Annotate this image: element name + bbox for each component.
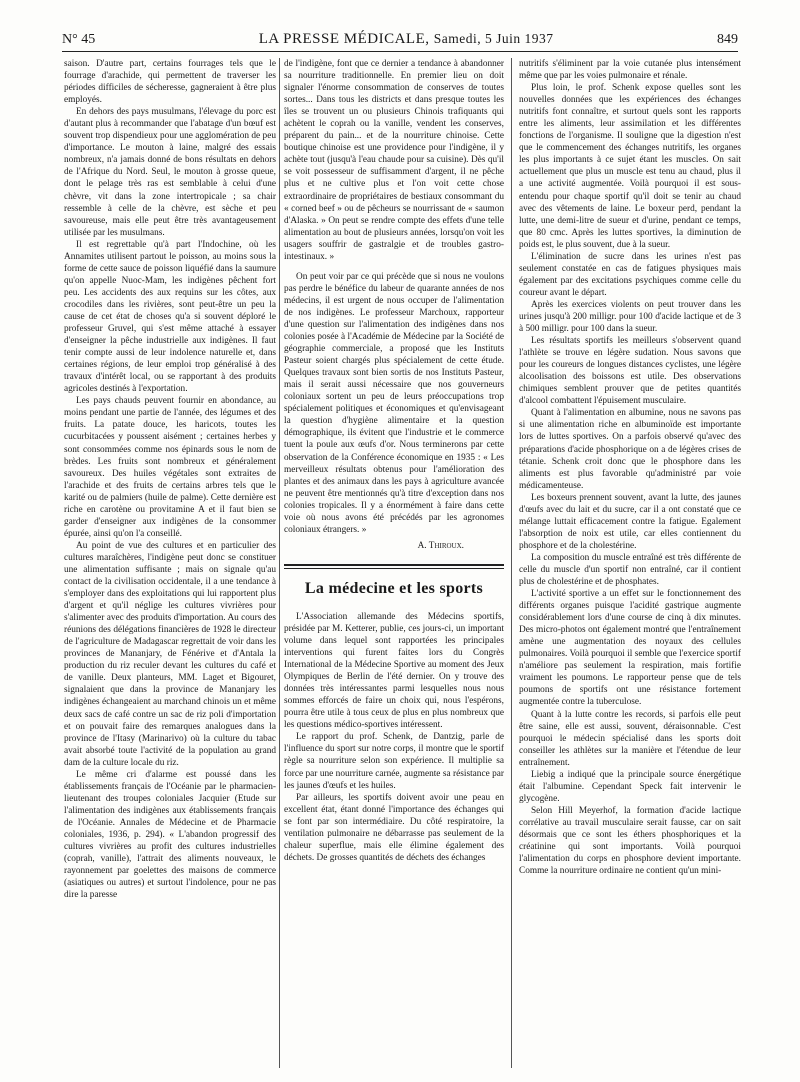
column-divider <box>279 58 280 1068</box>
paragraph: Quant à l'alimentation en albumine, nous ne savons pas si une alimentation riche en albuminoïde est importante lors de luttes sportives. On a parfois observé qu'avec des préparations d'acide phosphorique on a de légères crises de tétanie. Schenk croit donc que le phosphore dans les aliments est plus favorable qu'administré par voie médicamenteuse. <box>519 408 741 491</box>
paragraph: Quant à la lutte contre les records, si parfois elle peut être saine, elle est aussi, souvent, déraisonnable. C'est pourquoi le médecin spécialisé dans les sports doit conseiller les athlètes sur la manière et l'étendue de leur entraînement. <box>519 709 741 768</box>
paragraph: Le même cri d'alarme est poussé dans les établissements français de l'Océanie par le pharmacien-lieutenant des troupes coloniales Jacquier (Etude sur l'alimentation des indigènes aux établissements français de l'Océanie. Annales de Médecine et de Pharmacie coloniales, 1936, p. 294). « L'abandon progressif des cultures vivrières au profit des cultures industrielles (coprah, vanille), l'attrait des aliments nouveaux, le rayonnement par goelettes des maisons de commerce (asiatiques ou autres) et surtout l'indolence, pour ne pas dire la paresse <box>64 769 276 901</box>
paragraph: L'élimination de sucre dans les urines n'est pas seulement constatée en cas de fatigues physiques mais également par des excitations psychiques comme celle du coureur avant le départ. <box>519 251 741 298</box>
column-divider <box>511 58 512 1068</box>
paragraph: de l'indigène, font que ce dernier a tendance à abandonner sa nourriture traditionnelle. En premier lieu on doit signaler l'énorme consommation de conserves de toutes sortes... Dans tous les districts et dans presque toutes les îles se trouvent un ou plusieurs Chinois trafiquants qui achètent le coprah ou la vanille, vendent les conserves, préparent du pain... et de la nourriture chinoise. Cette boutique chinoise est une providence pour l'indigène, il y achète tout (jusqu'à l'eau chaude pour sa cuisine). Dès qu'il se voit possesseur de suffisamment d'argent, il ne pêche plus et ne cultive plus et l'on voit cette chose extraordinaire de propriétaires de bestiaux consommant du « corned beef » ou de pêcheurs se nourrissant de « saumon d'Alaska. » On peut se rendre compte des effets d'une telle alimentation au bout de plusieurs années, lorsqu'on voit les usagers souffrir de gastralgie et de troubles gastro-intestinaux. » <box>284 59 504 262</box>
column-1 <box>64 58 276 1070</box>
paragraph: Les résultats sportifs les meilleurs s'observent quand l'athlète se trouve en légère sudation. Nous savons que pour les coureurs de longues distances cyclistes, une légère alcoolisation des boissons est utile. Des observations chimiques semblent prouver que de petites quantités d'alcool combattent l'épuisement musculaire. <box>519 336 741 407</box>
paragraph: Par ailleurs, les sportifs doivent avoir une peau en excellent état, étant donné l'importance des échanges qui se font par son intermédiaire. Du côté respiratoire, la ventilation pulmonaire ne débarrasse pas seulement de la chaleur superflue, mais elle élimine également des déchets. De grosses quantités de déchets des échanges <box>284 792 504 863</box>
column-3 <box>519 58 741 1070</box>
paragraph: L'Association allemande des Médecins sportifs, présidée par M. Ketterer, publie, ces jours-ci, un important volume dans lequel sont rapportées les principales interventions qui furent faites lors du Congrès International de la Médecine Sportive au moment des Jeux Olympiques de Berlin de l'été dernier. On y trouve des données très intéressantes parmi lesquelles nous nous sommes efforcés de faire un choix qui, nous l'espérons, pourra être utile à tous ceux de plus en plus nombreux que les questions médico-sportives intéressent. <box>284 611 504 731</box>
paragraph: Au point de vue des cultures et en particulier des cultures maraîchères, l'indigène peut donc se constituer une alimentation suffisante ; mais on signale qu'au contact de la civilisation occidentale, il a une tendance à s'employer dans des exploitations qui lui rapportent plus d'argent et qu'il néglige les cultures vivrières pour s'alimenter avec des produits d'importation. Au cours des réunions des délégations financières de 1928 le directeur de l'agriculture de Madagascar regrettait de voir dans les provinces de Mananjary, de Fénérive et d'Antala la production du riz reculer devant les cultures du café et de vanille. Deux planteurs, MM. Laget et Bigouret, signalaient que dans la province de Mananjary les indigènes échangeaient au marchand chinois un et même deux sacs de café contre un sac de riz poli d'importation et on pouvait faire des remarques analogues dans la province de l'Itasy (Marinarivo) où la culture du tabac avait absorbé toute l'activité de la population au grand dam de la culture locale du riz. <box>64 540 276 768</box>
paragraph: En dehors des pays musulmans, l'élevage du porc est d'autant plus à recommander que l'abatage d'un bœuf est souvent trop dispendieux pour une agglomération de peu d'importance. Le mouton à laine, malgré des essais nombreux, n'a jamais donné de bons résultats en dehors de l'Afrique du Nord. Seul, le mouton à grosse queue, dont le pelage très ras est semblable à celui d'une chèvre, vit dans la zone intertropicale ; sa chair ressemble à celle de la chèvre, est sèche et peu savoureuse, mais elle peut être très avantageusement utilisée par les musulmans. <box>64 107 276 238</box>
paragraph: La composition du muscle entraîné est très différente de celle du muscle d'un sportif non entraîné, car il contient plus de cholestérine et de phosphates. <box>519 552 741 588</box>
journal-title <box>259 31 554 48</box>
issue-date: Samedi, 5 Juin 1937 <box>433 31 554 46</box>
paragraph: Après les exercices violents on peut trouver dans les urines jusqu'à 200 milligr. pour 100 d'acide lactique et de 3 à 500 milligr. pour 100 dans la sueur. <box>519 299 741 335</box>
author-signature: A. Thiroux. <box>417 540 464 551</box>
paragraph: Le rapport du prof. Schenk, de Dantzig, parle de l'influence du sport sur notre corps, il montre que le sportif règle sa nourriture selon son expérience. Il multiplie sa force par une nourriture carnée, augmente sa résistance par les jaunes d'œufs et les huiles. <box>284 732 504 791</box>
page-number: 849 <box>716 32 738 47</box>
paragraph: Les pays chauds peuvent fournir en abondance, au moins pendant une partie de l'année, des légumes et des fruits. La patate douce, les haricots, toutes les cucurbitacées y poussent aisément ; certaines herbes y sont consommées comme nos épinards sous le nom de brèdes. Les fruits sont nombreux et généralement savoureux. Des huiles végétales sont extraites de l'arachide et des fruits de certains arbres tels que le karité ou de palmiers (huile de palme). Cette dernière est riche en carotène ou provitamine A et il faut bien se garder d'enseigner aux indigènes de la consommer épurée, ainsi qu'on l'a conseillé. <box>64 396 276 539</box>
page-header <box>62 22 738 52</box>
paragraph: nutritifs s'éliminent par la voie cutanée plus intensément même que par les voies pulmonaire et rénale. <box>519 59 741 82</box>
column-2 <box>284 58 504 1070</box>
paragraph: saison. D'autre part, certains fourrages tels que le fourrage d'arachide, qui permettent de traverser les périodes difficiles de sécheresse, gagneraient à être plus employés. <box>64 59 276 106</box>
paragraph: Il est regrettable qu'à part l'Indochine, où les Annamites utilisent partout le poisson, au moins sous la forme de cette sauce de poisson liquéfié dans la saumure qu'on appelle Nuoc-Mam, les indigènes pêchent fort peu. Les accidents des aux requins sur les côtes, aux crocodiles dans les rivières, sont peut-être un peu la cause de cet état de choses qu'a si souvent déploré le professeur Gruvel, qui s'est même attaché à essayer d'enseigner la pêche industrielle aux indigènes. Il faut tenir compte aussi de leur indolence naturelle et, dans certaines régions, de leur emploi trop généralisé à des travaux d'intérêt local, ou se rapportant à des produits agricoles destinés à l'exportation. <box>64 239 276 395</box>
paragraph: Les boxeurs prennent souvent, avant la lutte, des jaunes d'œufs avec du lait et du sucre, car il a ont constaté que ce mélange luttait efficacement contre la fatigue. Egalement l'absorption de noix est utile, car elles contiennent du phosphore et de la cholestérine. <box>519 492 741 551</box>
paragraph: Selon Hill Meyerhof, la formation d'acide lactique corrélative au travail musculaire serait fausse, car on sait désormais que ce sont les éthers phosphoriques et la créatinine qui sont importants. Voilà pourquoi l'alimentation du corps en phosphore devient importante. Comme la nourriture ordinaire ne contient qu'un mini- <box>519 805 741 877</box>
section-rule <box>284 568 504 569</box>
issue-number: N° 45 <box>62 32 96 47</box>
journal-name: LA PRESSE MÉDICALE, <box>258 31 430 47</box>
paragraph: Liebig a indiqué que la principale source énergétique était l'albumine. Cependant Speck fait intervenir le glycogène. <box>519 769 741 804</box>
section-title: La médecine et les sports <box>304 579 484 597</box>
section-rule <box>284 564 504 566</box>
paragraph: Plus loin, le prof. Schenk expose quelles sont les nouvelles données que les expériences des échanges nutritifs font connaître, et surtout quels sont les rapports entre les aliments, leur assimilation et les différentes fonctions de l'organisme. Il souligne que la digestion n'est que le commencement des échanges nutritifs, les organes les plus importants à ce sujet étant les muscles. On sait actuellement que plus un muscle est tenu au chaud, plus il a une activité augmentée. Voilà pourquoi il est sous-entendu pour chaque sportif qu'il doit se tenir au chaud avec des vêtements de laine. Le boxeur perd, pendant la lutte, une demi-litre de sueur et d'urine, pendant ce temps, que 80 cmc. Après les luttes sportives, la diminution de poids est, le plus souvent, due à la sueur. <box>519 83 741 250</box>
paragraph: On peut voir par ce qui précède que si nous ne voulons pas perdre le bénéfice du labeur de quarante années de nos médecins, il est urgent de nous occuper de l'alimentation de nos indigènes. Le professeur Marchoux, rapporteur d'une question sur l'alimentation des indigènes dans nos colonies posée à l'Académie de Médecine par la Société de géographie commerciale, a proposé que les Instituts Pasteur soient chargés plus spécialement de cette étude. Quelques travaux sont bien sortis de nos Instituts Pasteur, mais il serait aussi nécessaire que nos gouverneurs coloniaux sortent un peu de leurs préoccupations trop spécialement politiques et économiques et qu'envisageant la question d'hygiène alimentaire et la question démographique, ils évitent que l'industrie et le commerce tuent la poule aux œufs d'or. Nous terminerons par cette observation de la Conférence économique en 1935 : « Les merveilleux résultats obtenus pour l'amélioration des plantes et des animaux dans les pays à agriculture avancée ne peuvent être mentionnés qu'à titre d'exception dans nos colonies tropicales. Il y a énormément à faire dans cette voie où nous avons été précédés par les agronomes coloniaux étrangers. » <box>284 271 504 535</box>
paragraph: L'activité sportive a un effet sur le fonctionnement des différents organes puisque l'acidité gastrique augmente considérablement lors d'une course de cinq à dix minutes. Des micro-photos ont également montré que l'entraînement amène une augmentation des noyaux des cellules pulmonaires. Voilà pourquoi il semble que l'exercice sportif n'améliore pas seulement la respiration, mais fortifie vraiment les poumons. Le rapporteur pense que de tels poumons de sportifs ont une résistance fortement augmentée contre la tuberculose. <box>519 589 741 708</box>
